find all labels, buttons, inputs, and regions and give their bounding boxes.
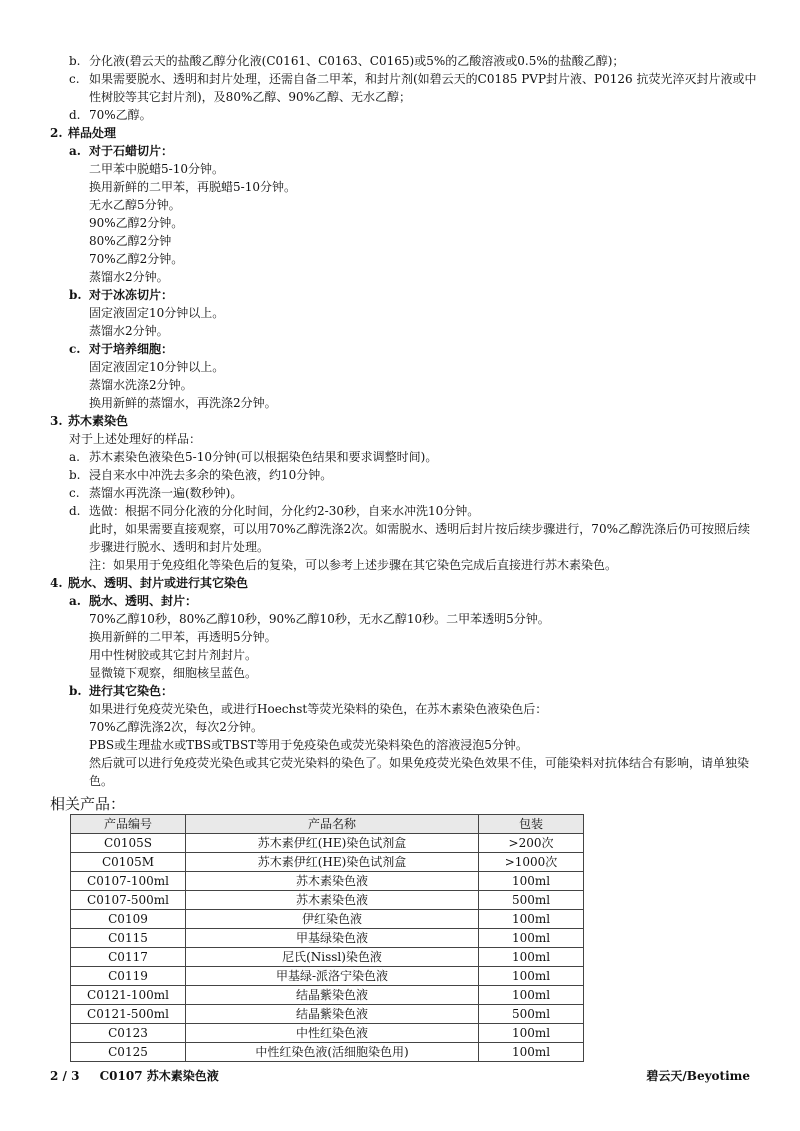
related-products-title: 相关产品： <box>50 795 126 813</box>
section-title: 样品处理 <box>68 126 117 140</box>
sub-label: b. <box>69 684 82 698</box>
step-line: 蒸馏水2分钟。 <box>89 270 169 284</box>
sub-title: 对于培养细胞： <box>89 342 174 356</box>
cell-name: 苏木素染色液 <box>186 891 479 910</box>
step-line: 固定液固定10分钟以上。 <box>89 306 225 320</box>
item-text: 分化液(碧云天的盐酸乙醇分化液(C0161、C0163、C0165)或5%的乙酸溶液或0.5%的盐酸乙醇)； <box>89 54 625 68</box>
stain-step <box>69 448 760 466</box>
cell-package: 100ml <box>479 986 584 1005</box>
section-number: 2. <box>50 126 63 140</box>
cell-package: 100ml <box>479 948 584 967</box>
cell-package: 500ml <box>479 1005 584 1024</box>
item-text: 70%乙醇。 <box>89 108 152 122</box>
table-row <box>71 967 584 986</box>
section-2-heading <box>50 124 760 142</box>
sub-title: 对于石蜡切片： <box>89 144 174 158</box>
footer-left <box>50 1067 235 1084</box>
table-row <box>71 1024 584 1043</box>
footer-product: C0107 苏木素染色液 <box>99 1069 219 1083</box>
cell-package: 500ml <box>479 891 584 910</box>
cell-name: 苏木素染色液 <box>186 872 479 891</box>
cell-name: 甲基绿染色液 <box>186 929 479 948</box>
cell-code: C0115 <box>71 929 186 948</box>
table-row <box>71 1005 584 1024</box>
cell-name: 结晶紫染色液 <box>186 1005 479 1024</box>
step-line: 二甲苯中脱蜡5-10分钟。 <box>89 162 224 176</box>
cell-code: C0107-500ml <box>71 891 186 910</box>
stain-step <box>69 502 760 520</box>
cell-package: 100ml <box>479 1024 584 1043</box>
cell-code: C0125 <box>71 1043 186 1062</box>
cell-name: 苏木素伊红(HE)染色试剂盒 <box>186 834 479 853</box>
step-line: 显微镜下观察，细胞核呈蓝色。 <box>89 666 258 680</box>
step-line: 无水乙醇5分钟。 <box>89 198 181 212</box>
item-text: 选做：根据不同分化液的分化时间，分化约2-30秒，自来水冲洗10分钟。 <box>89 504 480 518</box>
item-label: b. <box>69 54 81 68</box>
cell-name: 结晶紫染色液 <box>186 986 479 1005</box>
step-line: 换用新鲜的二甲苯，再透明5分钟。 <box>89 630 277 644</box>
cell-code: C0105S <box>71 834 186 853</box>
cell-code: C0109 <box>71 910 186 929</box>
item-label: d. <box>69 108 81 122</box>
item-text: 蒸馏水再洗涤一遍(数秒钟)。 <box>89 486 243 500</box>
sub-title: 进行其它染色： <box>89 684 174 698</box>
cell-code: C0105M <box>71 853 186 872</box>
item-text: 浸自来水中冲洗去多余的染色液，约10分钟。 <box>89 468 333 482</box>
section-2c-heading <box>69 340 760 358</box>
step-line: 70%乙醇洗涤2次，每次2分钟。 <box>89 720 263 734</box>
step-line: 70%乙醇2分钟。 <box>89 252 184 266</box>
section-intro: 对于上述处理好的样品： <box>69 432 202 446</box>
table-header-row <box>71 815 584 834</box>
item-label: c. <box>69 486 80 500</box>
table-row <box>71 910 584 929</box>
stain-step <box>69 466 760 484</box>
step-line: 90%乙醇2分钟。 <box>89 216 184 230</box>
section-2a-heading <box>69 142 760 160</box>
step-line: 换用新鲜的蒸馏水，再洗涤2分钟。 <box>89 396 277 410</box>
cell-package: >200次 <box>479 834 584 853</box>
cell-package: 100ml <box>479 967 584 986</box>
sub-label: b. <box>69 288 82 302</box>
sub-title: 脱水、透明、封片： <box>89 594 198 608</box>
table-row <box>71 948 584 967</box>
header-product-name: 产品名称 <box>186 815 479 834</box>
table-row <box>71 891 584 910</box>
page-number: 2 / 3 <box>50 1069 80 1083</box>
section-4b-heading <box>69 682 760 700</box>
cell-code: C0121-500ml <box>71 1005 186 1024</box>
sub-label: a. <box>69 594 81 608</box>
cell-name: 中性红染色液 <box>186 1024 479 1043</box>
related-products-table <box>70 814 584 1062</box>
cell-name: 甲基绿-派洛宁染色液 <box>186 967 479 986</box>
note: 注：如果用于免疫组化等染色后的复染，可以参考上述步骤在其它染色完成后直接进行苏木素染色。 <box>89 558 618 572</box>
sub-label: c. <box>69 342 81 356</box>
table-row <box>71 986 584 1005</box>
item-text: 苏木素染色液染色5-10分钟(可以根据染色结果和要求调整时间)。 <box>89 450 438 464</box>
header-package: 包装 <box>479 815 584 834</box>
section-2b-heading <box>69 286 760 304</box>
header-product-code: 产品编号 <box>71 815 186 834</box>
step-line: 用中性树胶或其它封片剂封片。 <box>89 648 258 662</box>
cell-code: C0123 <box>71 1024 186 1043</box>
table-row <box>71 853 584 872</box>
item-label: c. <box>69 72 80 86</box>
cell-package: 100ml <box>479 910 584 929</box>
item-label: d. <box>69 504 81 518</box>
step-line: PBS或生理盐水或TBS或TBST等用于免疫染色或荧光染料染色的溶液浸泡5分钟。 <box>89 738 528 752</box>
sub-title: 对于冰冻切片： <box>89 288 174 302</box>
stain-step <box>69 484 760 502</box>
materials-item-b <box>69 52 760 70</box>
cell-name: 苏木素伊红(HE)染色试剂盒 <box>186 853 479 872</box>
step-line: 如果进行免疫荧光染色，或进行Hoechst等荧光染料的染色，在苏木素染色液染色后： <box>89 702 548 716</box>
footer-brand: 碧云天/Beyotime <box>646 1069 750 1083</box>
cell-package: >1000次 <box>479 853 584 872</box>
cell-package: 100ml <box>479 1043 584 1062</box>
table-row <box>71 1043 584 1062</box>
cell-name: 尼氏(Nissl)染色液 <box>186 948 479 967</box>
step-line: 固定液固定10分钟以上。 <box>89 360 225 374</box>
table-row <box>71 834 584 853</box>
cell-name: 伊红染色液 <box>186 910 479 929</box>
table-row <box>71 929 584 948</box>
section-title: 苏木素染色 <box>68 414 129 428</box>
item-label: b. <box>69 468 81 482</box>
step-line: 70%乙醇10秒，80%乙醇10秒，90%乙醇10秒，无水乙醇10秒。二甲苯透明5分钟。 <box>89 612 550 626</box>
cell-code: C0107-100ml <box>71 872 186 891</box>
section-4a-heading <box>69 592 760 610</box>
page-footer <box>50 1067 750 1084</box>
materials-item-c <box>69 70 760 106</box>
cell-name: 中性红染色液(活细胞染色用) <box>186 1043 479 1062</box>
cell-code: C0119 <box>71 967 186 986</box>
cell-package: 100ml <box>479 872 584 891</box>
section-title: 脱水、透明、封片或进行其它染色 <box>68 576 249 590</box>
document-content <box>50 52 760 1062</box>
section-number: 3. <box>50 414 63 428</box>
step-line: 蒸馏水洗涤2分钟。 <box>89 378 193 392</box>
cell-code: C0121-100ml <box>71 986 186 1005</box>
step-line: 然后就可以进行免疫荧光染色或其它荧光染料的染色了。如果免疫荧光染色效果不佳，可能染料对抗体结合有影响，请单独染色。 <box>89 756 750 788</box>
sub-label: a. <box>69 144 81 158</box>
step-line: 换用新鲜的二甲苯，再脱蜡5-10分钟。 <box>89 180 296 194</box>
item-label: a. <box>69 450 80 464</box>
item-text: 如果需要脱水、透明和封片处理，还需自备二甲苯，和封片剂(如碧云天的C0185 PVP封片液、P0126 抗荧光淬灭封片液或中性树胶等其它封片剂)，及80%乙醇、90%乙醇、无水乙醇； <box>89 72 757 104</box>
step-line: 蒸馏水2分钟。 <box>89 324 169 338</box>
cell-package: 100ml <box>479 929 584 948</box>
step-continuation: 此时，如果需要直接观察，可以用70%乙醇洗涤2次。如需脱水、透明后封片按后续步骤进行，70%乙醇洗涤后仍可按照后续步骤进行脱水、透明和封片处理。 <box>89 522 750 554</box>
section-3-heading <box>50 412 760 430</box>
step-line: 80%乙醇2分钟 <box>89 234 172 248</box>
cell-code: C0117 <box>71 948 186 967</box>
table-row <box>71 872 584 891</box>
section-number: 4. <box>50 576 63 590</box>
section-4-heading <box>50 574 760 592</box>
materials-item-d <box>69 106 760 124</box>
